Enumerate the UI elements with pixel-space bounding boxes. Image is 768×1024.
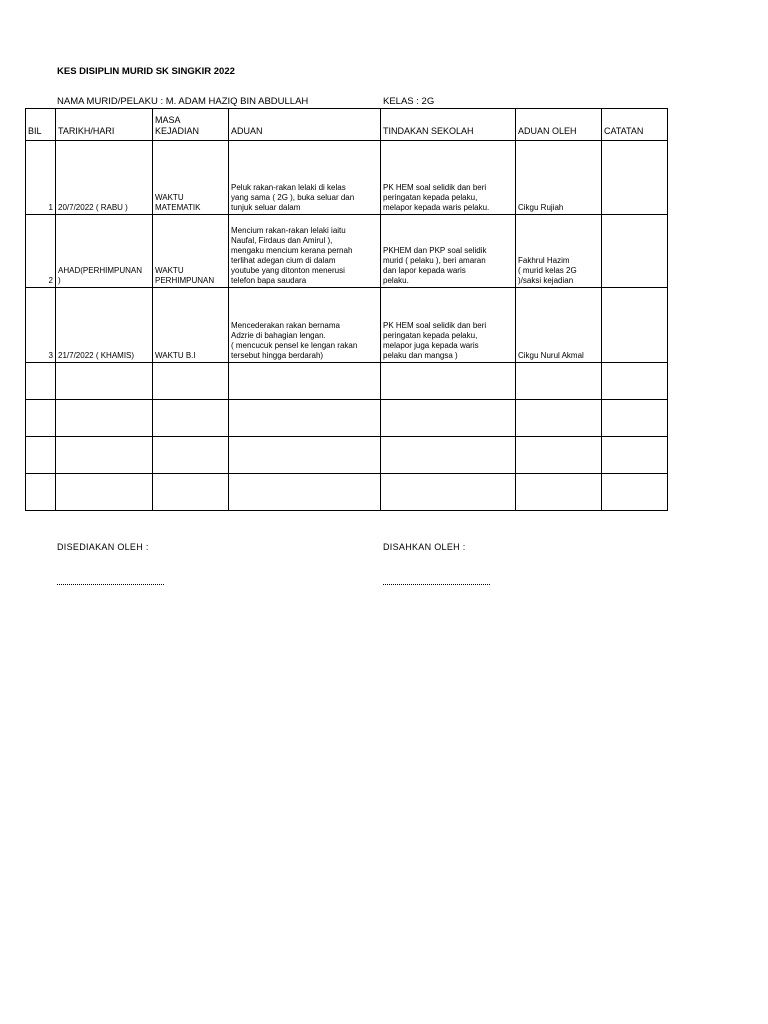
empty-row xyxy=(26,437,668,474)
cell-masa: WAKTU B.I xyxy=(153,288,229,363)
empty-row xyxy=(26,474,668,511)
cell-tarikh: 21/7/2022 ( KHAMIS) xyxy=(56,288,153,363)
cell-aduan-oleh: Cikgu Nurul Akmal xyxy=(516,288,602,363)
cell-bil: 3 xyxy=(26,288,56,363)
cell-masa: WAKTU PERHIMPUNAN xyxy=(153,215,229,288)
cell-tarikh: 20/7/2022 ( RABU ) xyxy=(56,141,153,215)
cell-aduan: Mencium rakan-rakan lelaki iaitu Naufal, Firdaus dan Amirul ), mengaku mencium kerana pernah terlihat adegan cium di dalam youtube yang ditonton menerusi telefon bapa saudara xyxy=(229,215,381,288)
cell-tindakan: PKHEM dan PKP soal selidik murid ( pelaku ), beri amaran dan lapor kepada waris pelaku. xyxy=(381,215,516,288)
student-class: KELAS : 2G xyxy=(383,96,435,107)
table-row xyxy=(26,215,668,288)
cell-aduan-oleh: Fakhrul Hazim ( murid kelas 2G )/saksi kejadian xyxy=(516,215,602,288)
header-tarikh: TARIKH/HARI xyxy=(56,109,153,141)
header-tindakan: TINDAKAN SEKOLAH xyxy=(381,109,516,141)
approved-by-label: DISAHKAN OLEH : xyxy=(383,542,466,552)
cell-catatan xyxy=(602,288,668,363)
prepared-signature-line xyxy=(57,582,164,585)
table-header-row xyxy=(26,109,668,141)
cell-tindakan: PK HEM soal selidik dan beri peringatan kepada pelaku, melapor juga kepada waris pelaku dan mangsa ) xyxy=(381,288,516,363)
cell-aduan: Peluk rakan-rakan lelaki di kelas yang sama ( 2G ), buka seluar dan tunjuk seluar dalam xyxy=(229,141,381,215)
header-catatan: CATATAN xyxy=(602,109,668,141)
approved-signature-line xyxy=(383,582,490,585)
cell-catatan xyxy=(602,141,668,215)
discipline-table xyxy=(25,108,668,511)
empty-row xyxy=(26,400,668,437)
cell-aduan: Mencederakan rakan bernama Adzrie di bahagian lengan. ( mencucuk pensel ke lengan rakan tersebut hingga berdarah) xyxy=(229,288,381,363)
cell-aduan-oleh: Cikgu Rujiah xyxy=(516,141,602,215)
empty-row xyxy=(26,363,668,400)
cell-bil: 1 xyxy=(26,141,56,215)
header-bil: BIL xyxy=(26,109,56,141)
cell-bil: 2 xyxy=(26,215,56,288)
cell-tindakan: PK HEM soal selidik dan beri peringatan kepada pelaku, melapor kepada waris pelaku. xyxy=(381,141,516,215)
cell-catatan xyxy=(602,215,668,288)
cell-masa: WAKTU MATEMATIK xyxy=(153,141,229,215)
table-row xyxy=(26,288,668,363)
header-masa: MASA KEJADIAN xyxy=(153,109,229,141)
prepared-by-label: DISEDIAKAN OLEH : xyxy=(57,542,149,552)
table-row xyxy=(26,141,668,215)
header-aduan: ADUAN xyxy=(229,109,381,141)
student-name: NAMA MURID/PELAKU : M. ADAM HAZIQ BIN ABDULLAH xyxy=(57,96,309,107)
cell-tarikh: AHAD(PERHIMPUNAN ) xyxy=(56,215,153,288)
document-title: KES DISIPLIN MURID SK SINGKIR 2022 xyxy=(57,66,235,77)
header-aduan-oleh: ADUAN OLEH xyxy=(516,109,602,141)
